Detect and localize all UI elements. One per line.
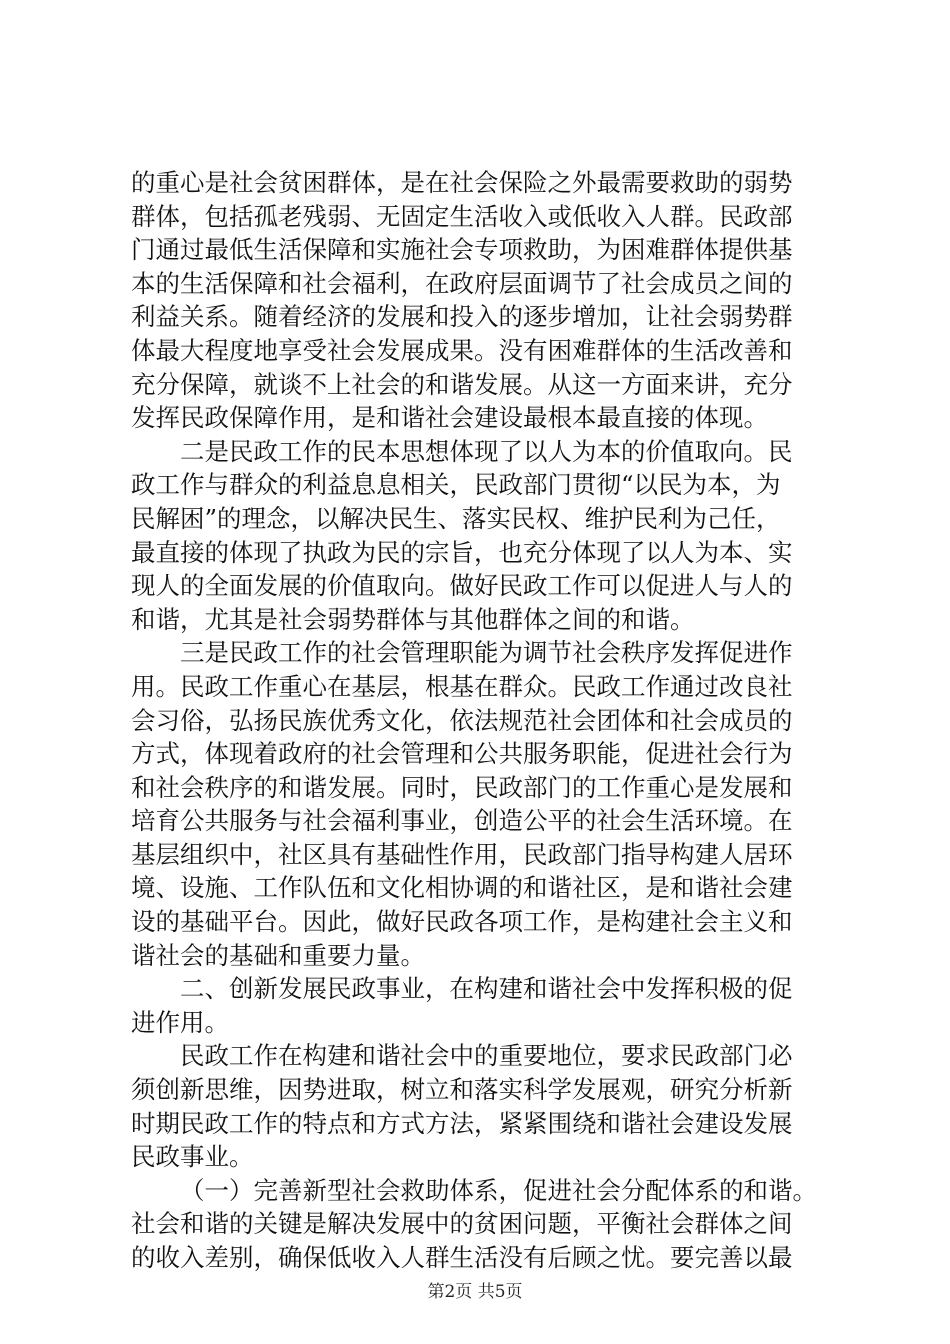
text-line: 三是民政工作的社会管理职能为调节社会秩序发挥促进作 [180,638,793,668]
text-line: 民政工作在构建和谐社会中的重要地位，要求民政部门必 [180,1041,793,1071]
text-line: 时期民政工作的特点和方式方法，紧紧围绕和谐社会建设发展 [131,1108,793,1138]
text-line: 和社会秩序的和谐发展。同时，民政部门的工作重心是发展和 [131,772,793,802]
text-line: 方式，体现着政府的社会管理和公共服务职能，促进社会行为 [131,739,793,769]
text-line: 的收入差别，确保低收入人群生活没有后顾之忧。要完善以最 [131,1243,793,1272]
text-line: 利益关系。随着经济的发展和投入的逐步增加，让社会弱势群 [131,302,793,332]
text-line: 的重心是社会贫困群体，是在社会保险之外最需要救助的弱势 [131,168,793,197]
text-line: 体最大程度地享受社会发展成果。没有困难群体的生活改善和 [131,335,793,365]
text-line: 社会和谐的关键是解决发展中的贫困问题，平衡社会群体之间 [131,1209,793,1239]
text-line: 二、创新发展民政事业，在构建和谐社会中发挥积极的促 [180,974,793,1004]
text-line: 本的生活保障和社会福利，在政府层面调节了社会成员之间的 [131,268,793,298]
text-line: 群体，包括孤老残弱、无固定生活收入或低收入人群。民政部 [131,201,793,231]
text-line: 民解困”的理念，以解决民生、落实民权、维护民利为己任， [131,503,781,533]
text-line: 充分保障，就谈不上社会的和谐发展。从这一方面来讲，充分 [131,369,793,399]
text-line: 会习俗，弘扬民族优秀文化，依法规范社会团体和社会成员的 [131,705,793,735]
text-line: 须创新思维，因势进取，树立和落实科学发展观，研究分析新 [131,1075,793,1105]
page-footer: 第2页 共5页 [427,1282,523,1302]
text-line: 现人的全面发展的价值取向。做好民政工作可以促进人与人的 [131,571,793,601]
text-line: 培育公共服务与社会福利事业，创造公平的社会生活环境。在 [131,806,793,836]
text-line: 进作用。 [131,1007,229,1037]
text-line: 发挥民政保障作用，是和谐社会建设最根本最直接的体现。 [131,403,768,433]
text-line: （一）完善新型社会救助体系，促进社会分配体系的和谐。 [180,1175,817,1205]
text-line: 和谐，尤其是社会弱势群体与其他群体之间的和谐。 [131,604,695,634]
document-body [131,166,831,1275]
text-line: 设的基础平台。因此，做好民政各项工作，是构建社会主义和 [131,907,793,937]
text-line: 民政事业。 [131,1142,254,1172]
text-line: 二是民政工作的民本思想体现了以人为本的价值取向。民 [180,436,793,466]
text-line: 门通过最低生活保障和实施社会专项救助，为困难群体提供基 [131,235,793,265]
text-line: 最直接的体现了执政为民的宗旨，也充分体现了以人为本、实 [131,537,793,567]
text-line: 谐社会的基础和重要力量。 [131,940,425,970]
text-line: 用。民政工作重心在基层，根基在群众。民政工作通过改良社 [131,671,793,701]
text-line: 境、设施、工作队伍和文化相协调的和谐社区，是和谐社会建 [131,873,793,903]
text-line: 政工作与群众的利益息息相关，民政部门贯彻“以民为本，为 [131,470,781,500]
text-line: 基层组织中，社区具有基础性作用，民政部门指导构建人居环 [131,839,793,869]
